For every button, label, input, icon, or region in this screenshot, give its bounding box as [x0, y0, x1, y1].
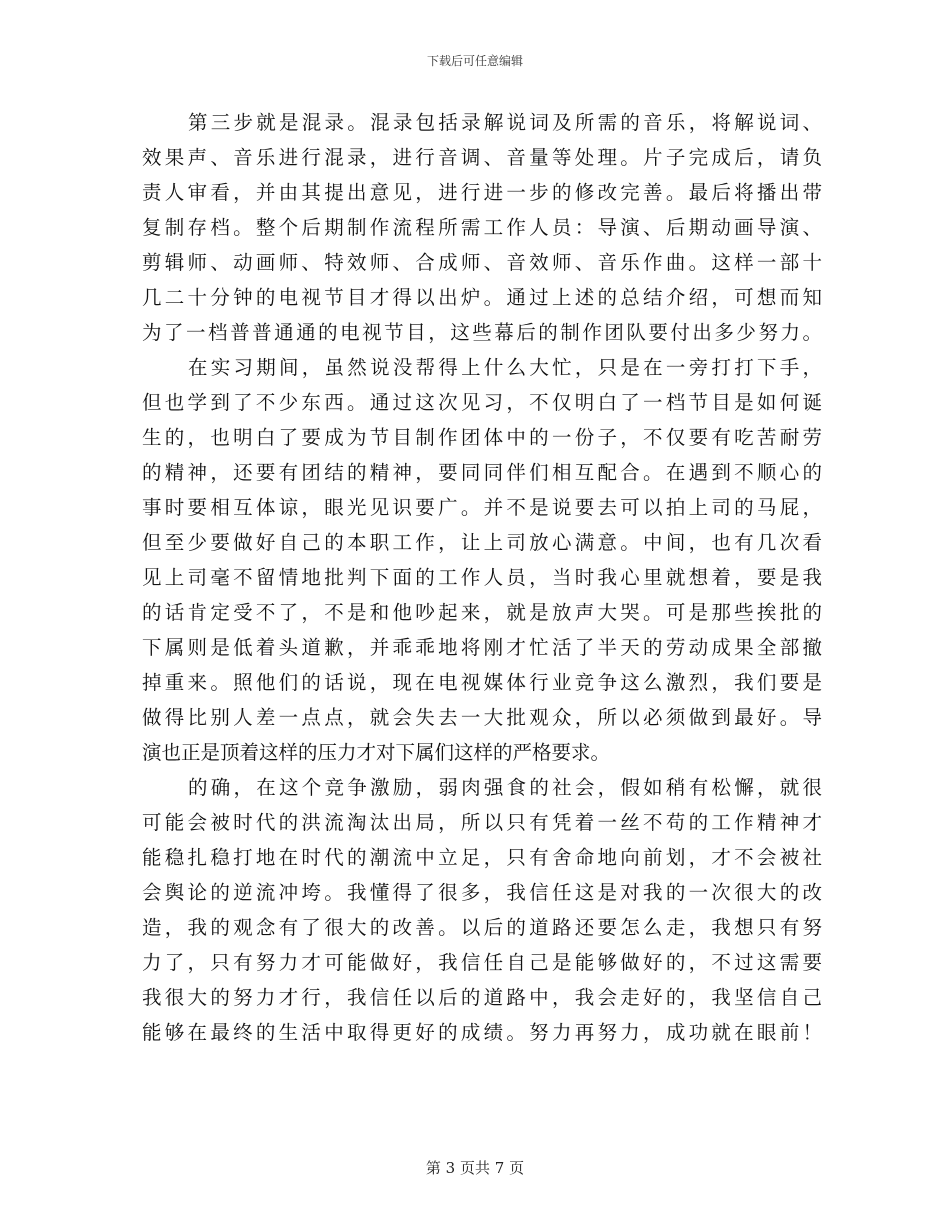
paragraph-2 — [142, 350, 822, 770]
text-line: 但至少要做好自己的本职工作，让上司放心满意。中间，也有几次看 — [142, 531, 822, 554]
text-line: 造，我的观念有了很大的改善。以后的道路还要怎么走，我想只有努 — [142, 916, 822, 939]
paragraph-3 — [142, 770, 822, 1050]
text-line: 力了，只有努力才可能做好，我信任自己是能够做好的，不过这需要 — [142, 951, 822, 974]
page-footer: 第 3 页共 7 页 — [425, 1159, 525, 1177]
text-line: 事时要相互体谅，眼光见识要广。并不是说要去可以拍上司的马屁， — [142, 496, 822, 519]
text-line: 第三步就是混录。混录包括录解说词及所需的音乐，将解说词、 — [188, 111, 822, 134]
text-line: 但也学到了不少东西。通过这次见习，不仅明白了一档节目是如何诞 — [142, 391, 822, 414]
text-line: 下属则是低着头道歉，并乖乖地将刚才忙活了半天的劳动成果全部撤 — [142, 636, 822, 659]
document-body — [142, 105, 822, 1050]
text-line: 在实习期间，虽然说没帮得上什么大忙，只是在一旁打打下手， — [188, 356, 822, 379]
text-line: 为了一档普普通通的电视节目，这些幕后的制作团队要付出多少努力。 — [142, 321, 822, 344]
text-line: 能够在最终的生活中取得更好的成绩。努力再努力，成功就在眼前！ — [142, 1021, 822, 1044]
text-line: 我很大的努力才行，我信任以后的道路中，我会走好的，我坚信自己 — [142, 986, 822, 1009]
text-line: 的精神，还要有团结的精神，要同同伴们相互配合。在遇到不顺心的 — [142, 461, 822, 484]
text-line: 剪辑师、动画师、特效师、合成师、音效师、音乐作曲。这样一部十 — [142, 251, 822, 274]
text-line: 掉重来。照他们的话说，现在电视媒体行业竞争这么激烈，我们要是 — [142, 671, 822, 694]
text-line: 生的，也明白了要成为节目制作团体中的一份子，不仅要有吃苦耐劳 — [142, 426, 822, 449]
text-line: 见上司毫不留情地批判下面的工作人员，当时我心里就想着，要是我 — [142, 566, 822, 589]
text-line: 责人审看，并由其提出意见，进行进一步的修改完善。最后将播出带 — [142, 181, 822, 204]
text-line: 几二十分钟的电视节目才得以出炉。通过上述的总结介绍，可想而知 — [142, 286, 822, 309]
paragraph-1 — [142, 105, 822, 350]
page-header: 下载后可任意编辑 — [426, 54, 523, 68]
text-line: 能稳扎稳打地在时代的潮流中立足，只有舍命地向前划，才不会被社 — [142, 846, 822, 869]
text-line: 复制存档。整个后期制作流程所需工作人员：导演、后期动画导演、 — [142, 216, 822, 239]
text-line: 的确，在这个竞争激励，弱肉强食的社会，假如稍有松懈，就很 — [188, 776, 822, 799]
text-line: 效果声、音乐进行混录，进行音调、音量等处理。片子完成后，请负 — [142, 146, 822, 169]
text-line: 会舆论的逆流冲垮。我懂得了很多，我信任这是对我的一次很大的改 — [142, 881, 822, 904]
text-line: 做得比别人差一点点，就会失去一大批观众，所以必须做到最好。导 — [142, 706, 822, 729]
text-line: 演也正是顶着这样的压力才对下属们这样的严格要求。 — [142, 741, 611, 764]
text-line: 可能会被时代的洪流淘汰出局，所以只有凭着一丝不苟的工作精神才 — [142, 811, 822, 834]
text-line: 的话肯定受不了，不是和他吵起来，就是放声大哭。可是那些挨批的 — [142, 601, 822, 624]
